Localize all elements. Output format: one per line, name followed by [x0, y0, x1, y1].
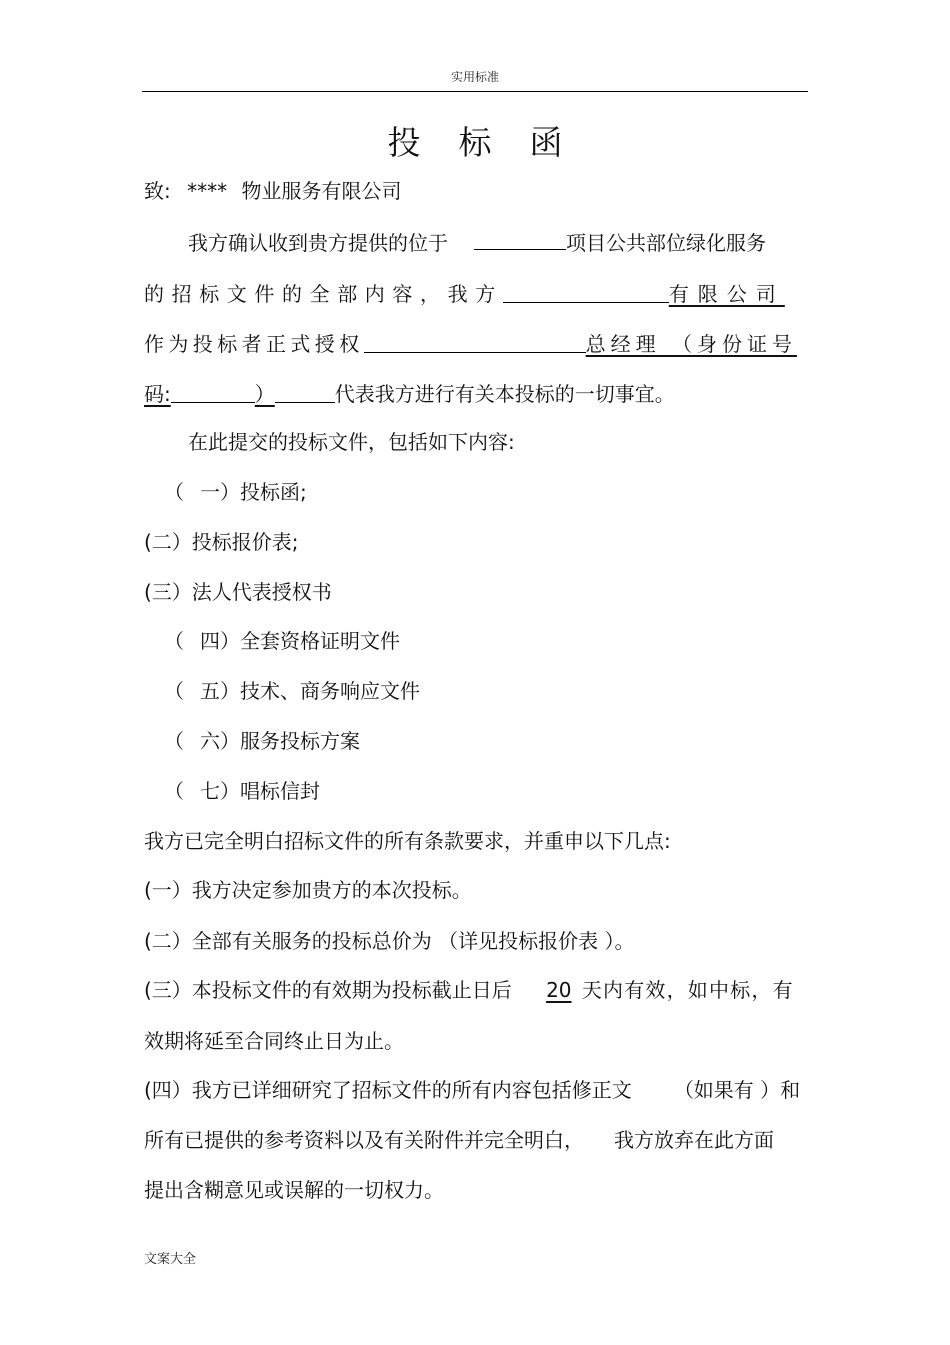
id-close: ） — [254, 382, 275, 406]
company-blank — [503, 280, 669, 303]
intro-text: 代表我方进行有关本投标的一切事宜。 — [334, 382, 675, 406]
intro-line-1 — [188, 227, 766, 257]
point-3-line-2: 效期将延至合同终止日为止。 — [144, 1029, 404, 1053]
item-label: 一）投标函; — [200, 480, 307, 504]
addressee-prefix: 致: — [144, 179, 171, 203]
id-label: 码: — [144, 382, 171, 406]
item-paren: （ — [164, 779, 184, 803]
point-text: 我方放弃在此方面 — [614, 1128, 774, 1152]
id-number-blank — [171, 380, 255, 403]
item-label: 七）唱标信封 — [200, 779, 320, 803]
item-paren: （ — [164, 629, 184, 653]
intro-text: 我方确认收到贵方提供的位于 — [188, 231, 448, 255]
page-header: 实用标准 — [450, 70, 499, 84]
intro-text: 的招标文件的全部内容，我方 — [144, 282, 503, 306]
submit-line: 在此提交的投标文件，包括如下内容: — [188, 430, 515, 454]
header-rule — [142, 91, 808, 92]
point-1: (一）我方决定参加贵方的本次投标。 — [144, 878, 472, 902]
item-paren: （ — [164, 679, 184, 703]
content-item-3 — [144, 578, 332, 606]
understand-line: 我方已完全明白招标文件的所有条款要求，并重申以下几点: — [144, 829, 671, 853]
intro-text: 项目公共部位绿化服务 — [566, 231, 766, 255]
item-paren: （ — [164, 480, 184, 504]
content-item-5 — [164, 677, 420, 705]
item-paren: ( — [144, 580, 152, 604]
intro-line-4 — [144, 378, 675, 408]
point-text: 天内有效，如中标，有 — [581, 978, 794, 1002]
addressee-line — [144, 177, 401, 205]
point-text: 所有已提供的参考资料以及有关附件并完全明白， — [144, 1128, 584, 1152]
item-label: 六）服务投标方案 — [200, 729, 360, 753]
content-item-7 — [164, 777, 320, 805]
item-label: 二）投标报价表; — [151, 530, 299, 554]
item-label: 五）技术、商务响应文件 — [200, 679, 420, 703]
representative-blank — [364, 330, 586, 353]
intro-line-3 — [144, 328, 797, 358]
position-text: 总经理 （身份证号 — [585, 332, 797, 356]
content-item-6 — [164, 727, 360, 755]
page-footer: 文案大全 — [144, 1252, 197, 1267]
point-text: （如果有 ）和 — [673, 1078, 801, 1102]
item-label: 四）全套资格证明文件 — [200, 629, 400, 653]
point-text: (三）本投标文件的有效期为投标截止日后 — [144, 978, 512, 1002]
addressee-stars: **** — [187, 179, 228, 203]
content-item-2 — [144, 528, 299, 556]
point-3-line-1 — [144, 976, 794, 1004]
point-4-line-1 — [144, 1076, 800, 1104]
point-2: (二）全部有关服务的投标总价为 （详见投标报价表 ）。 — [144, 929, 635, 953]
intro-line-2 — [144, 278, 806, 308]
content-item-1 — [164, 478, 307, 506]
location-blank — [474, 227, 566, 250]
point-4-line-2 — [144, 1126, 774, 1154]
id-trailing-blank — [275, 380, 335, 403]
point-4-line-3: 提出含糊意见或误解的一切权力。 — [144, 1178, 444, 1202]
item-label: 三）法人代表授权书 — [151, 580, 332, 604]
point-text: (四）我方已详细研究了招标文件的所有内容包括修正文 — [144, 1078, 632, 1102]
item-paren: （ — [164, 729, 184, 753]
addressee-name: 物业服务有限公司 — [241, 179, 402, 203]
company-suffix: 有限公司 — [668, 282, 785, 306]
page-title: 投标函 — [387, 123, 601, 162]
item-paren: ( — [144, 530, 152, 554]
validity-days-value: 20 — [546, 978, 572, 1002]
validity-days — [536, 976, 582, 1004]
intro-text: 作为投标者正式授权 — [144, 332, 364, 356]
content-item-4 — [164, 627, 400, 655]
